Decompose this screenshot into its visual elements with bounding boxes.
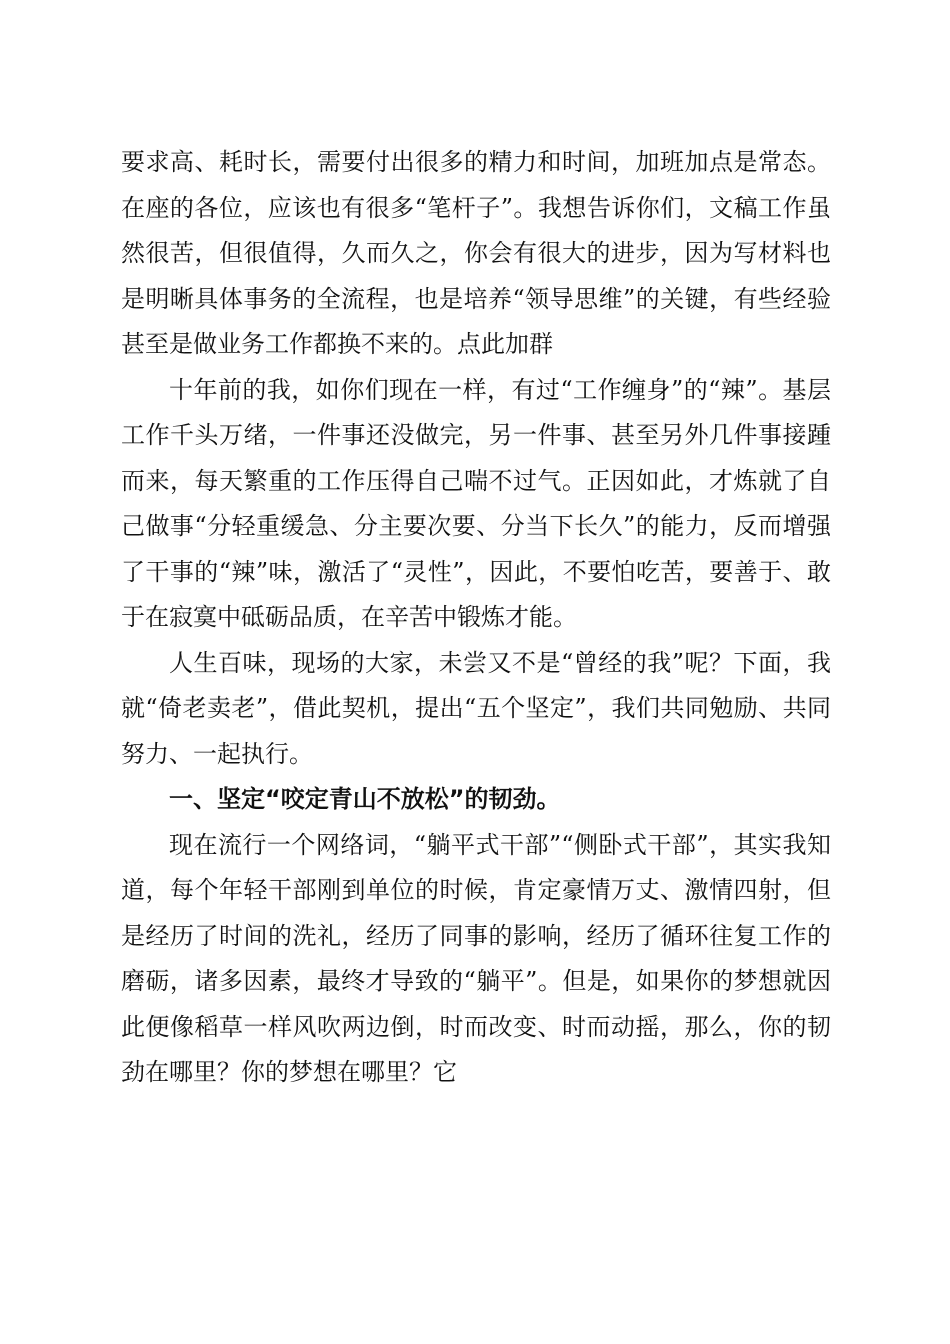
document-body: [121, 140, 831, 1096]
paragraph-4: 现在流行一个网络词，“躺平式干部”“侧卧式干部”，其实我知道，每个年轻干部刚到单位的时候，肯定豪情万丈、激情四射，但是经历了时间的洗礼，经历了同事的影响，经历了循环往复工作的磨砺，诸多因素，最终才导致的“躺平”。但是，如果你的梦想就因此便像稻草一样风吹两边倒，时而改变、时而动摇，那么，你的韧劲在哪里？你的梦想在哪里？它: [121, 830, 831, 1086]
section-heading: 一、坚定“咬定青山不放松”的韧劲。: [169, 785, 561, 813]
paragraph-2: 十年前的我，如你们现在一样，有过“工作缠身”的“辣”。基层工作千头万绪，一件事还没做完，另一件事、甚至另外几件事接踵而来，每天繁重的工作压得自己喘不过气。正因如此，才炼就了自己做事“分轻重缓急、分主要次要、分当下长久”的能力，反而增强了干事的“辣”味，激活了“灵性”，因此，不要怕吃苦，要善于、敢于在寂寞中砥砺品质，在辛苦中锻炼才能。: [121, 375, 831, 631]
paragraph-3: 人生百味，现场的大家，未尝又不是“曾经的我”呢？下面，我就“倚老卖老”，借此契机，提出“五个坚定”，我们共同勉励、共同努力、一起执行。: [121, 648, 831, 768]
paragraph-1: 要求高、耗时长，需要付出很多的精力和时间，加班加点是常态。在座的各位，应该也有很多“笔杆子”。我想告诉你们，文稿工作虽然很苦，但很值得，久而久之，你会有很大的进步，因为写材料也是明晰具体事务的全流程，也是培养“领导思维”的关键，有些经验甚至是做业务工作都换不来的。点此加群: [121, 148, 831, 358]
